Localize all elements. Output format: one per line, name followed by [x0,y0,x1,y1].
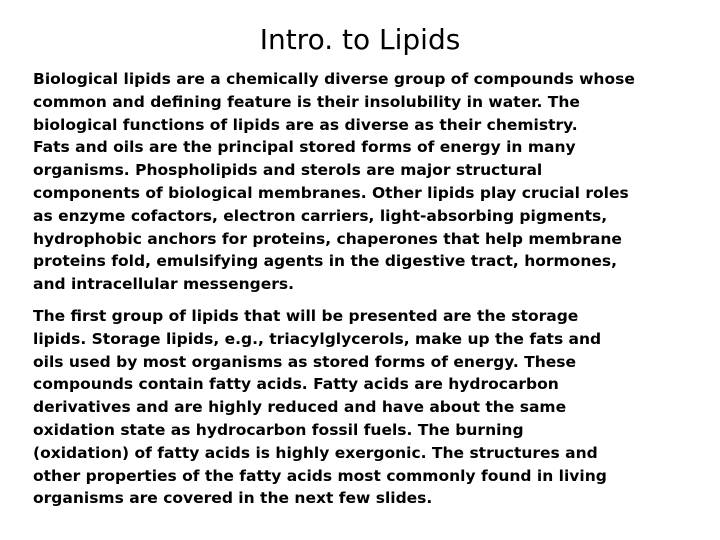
slide-title: Intro. to Lipids [259,23,461,56]
paragraph-storage-lipids [33,305,693,510]
text-line: components of biological membranes. Other lipids play crucial roles [33,183,629,202]
text-line: The first group of lipids that will be presented are the storage [33,306,579,325]
text-line: Fats and oils are the principal stored forms of energy in many [33,138,576,157]
text-line: oils used by most organisms as stored forms of energy. These [33,352,577,371]
slide-body [33,68,693,519]
text-line: biological functions of lipids are as diverse as their chemistry. [33,115,578,134]
text-line: and intracellular messengers. [33,275,295,294]
text-line: compounds contain fatty acids. Fatty acids are hydrocarbon [33,375,559,394]
text-line: organisms. Phospholipids and sterols are major structural [33,161,543,180]
text-line: hydrophobic anchors for proteins, chaperones that help membrane [33,229,622,248]
text-line: common and defining feature is their insolubility in water. The [33,92,580,111]
text-line: lipids. Storage lipids, e.g., triacylglycerols, make up the fats and [33,329,602,348]
text-line: other properties of the fatty acids most commonly found in living [33,466,607,485]
text-line: (oxidation) of fatty acids is highly exergonic. The structures and [33,443,598,462]
text-line: Biological lipids are a chemically diverse group of compounds whose [33,70,635,88]
text-line: organisms are covered in the next few slides. [33,489,433,508]
text-line: oxidation state as hydrocarbon fossil fuels. The burning [33,420,524,439]
text-line: as enzyme cofactors, electron carriers, light-absorbing pigments, [33,206,608,225]
text-line: proteins fold, emulsifying agents in the digestive tract, hormones, [33,252,617,271]
paragraph-intro [33,68,693,296]
text-line: derivatives and are highly reduced and have about the same [33,398,567,417]
